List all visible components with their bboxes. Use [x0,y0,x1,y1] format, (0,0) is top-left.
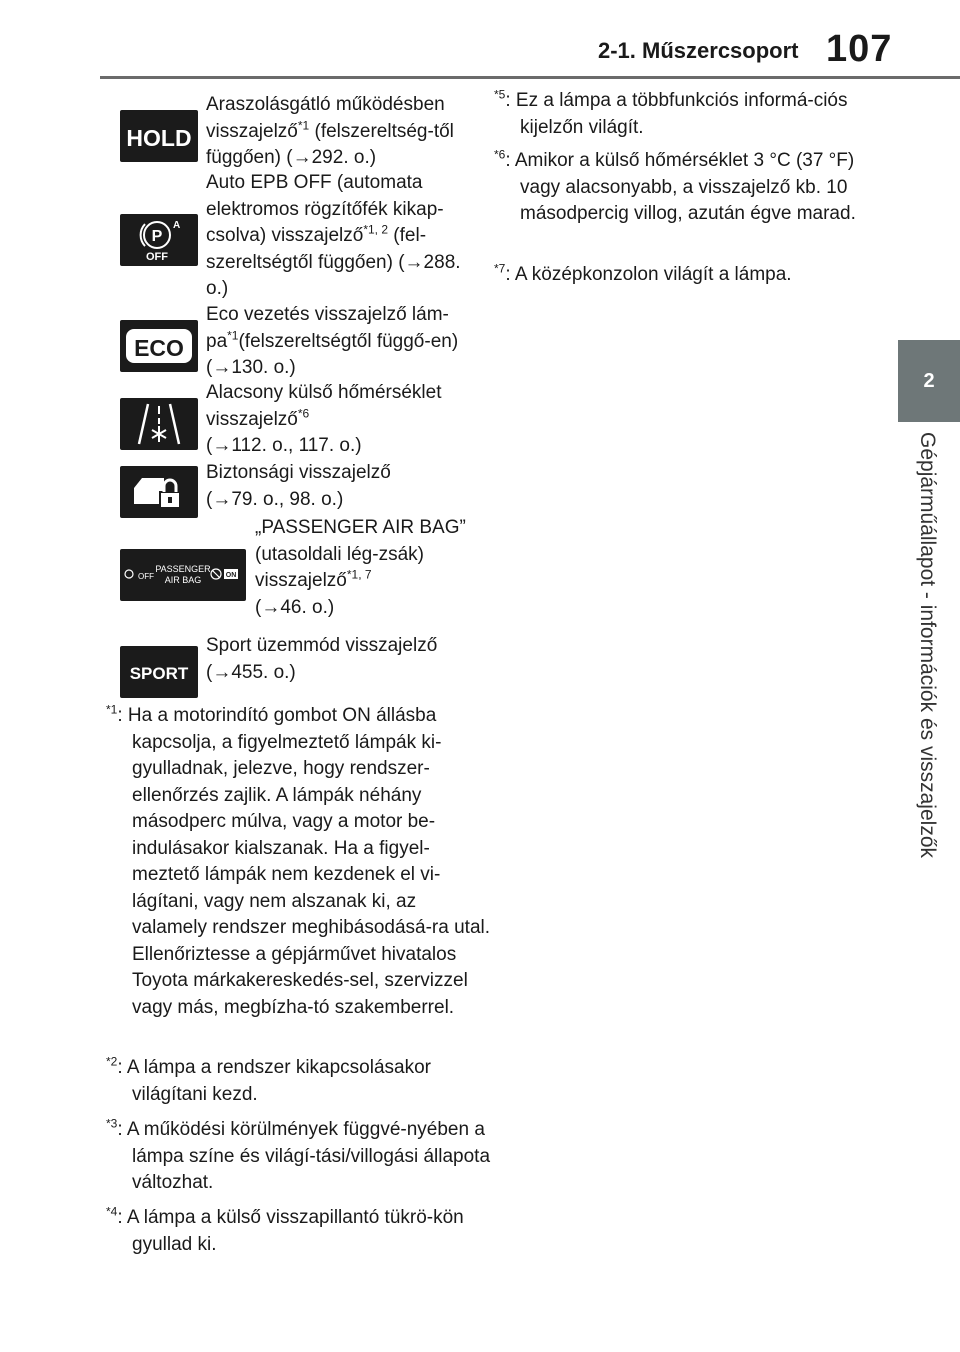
footnote-5: $^{*5}$: Ez a lámpa a többfunkciós informá-ciós kijelzőn világít. [494,87,848,138]
parking-brake-auto-off-icon [120,214,198,266]
page-number: 107 [826,28,893,70]
svg-text:ECO: ECO [134,335,184,361]
chapter-title: Gépjárműállapot - információk és visszajelzők [916,432,939,858]
svg-text:SPORT: SPORT [129,664,189,683]
item-text-epb-off: Auto EPB OFF (automata elektromos rögzítőfék kikap-csolva) visszajelző$^{*1, 2}$ (fel-szereltségtől függően) (→288. o.) [206,172,461,299]
footnote-2: $^{*2}$: A lámpa a rendszer kikapcsolásakor világítani kezd. [106,1054,432,1105]
svg-text:ON: ON [225,572,237,579]
low-temperature-icon [120,398,198,450]
security-lock-icon [120,466,198,518]
section-title: 2-1. Műszercsoport [598,38,799,63]
hold-icon [120,110,198,162]
svg-text:PASSENGER: PASSENGER [155,564,211,574]
hold-icon-text: HOLD [126,125,192,151]
chapter-tab: 2 [898,340,960,422]
footnote-1: $^{*1}$: Ha a motorindító gombot ON állásba kapcsolja, a figyelmeztető lámpák ki-gyulladnak, jelezve, hogy rendszer-ellenőrzés zajlik. A lámpák néhány másodperc múlva, vagy a motor be-indulásakor kialszanak. Ha a figyel-meztető lámpák nem kezdenek el vi-lágítani, vagy nem alszanak ki, az valamely rendszer meghibásodásá-ra utal. Ellenőriztesse a gépjárművet hivatalos Toyota márkakereskedés-sel, szervizzel vagy más, megbízha-tó szakemberrel. [106,702,491,1018]
footnote-6: $^{*6}$: Amikor a külső hőmérséklet 3 °C (37 °F) vagy alacsonyabb, a visszajelző kb. 10 másodpercig villog, azután égve marad. [494,147,856,224]
svg-text:OFF: OFF [146,251,168,263]
sport-icon [120,646,198,698]
item-text-security: Biztonsági visszajelző (→79. o., 98. o.) [206,462,391,510]
item-text-hold: Araszolásgátló működésben visszajelző$^{*1}$ (felszereltség-től függően) (→292. o.) [206,94,454,168]
svg-text:A: A [173,220,181,231]
header-rule [100,76,960,79]
item-text-sport: Sport üzemmód visszajelző (→455. o.) [206,635,438,683]
item-text-eco: Eco vezetés visszajelző lám-$pa^{*1}(felszereltségtől$ függő-en) (→130. o.) [206,304,459,378]
eco-icon [120,320,198,372]
passenger-airbag-icon [120,549,246,601]
chapter-title-vertical [899,432,955,862]
svg-text:AIR BAG: AIR BAG [164,575,202,585]
item-text-passenger-airbag: „PASSENGER AIR BAG” (utasoldali lég-zsák) visszajelző$^{*1, 7}$ (→46. o.) [255,517,466,618]
svg-text:OFF: OFF [138,572,154,581]
footnote-3: $^{*3}$: A működési körülmények függvé-nyében a lámpa színe és világí-tási/villogási állapota változhat. [106,1116,491,1193]
footnote-7: $^{*7}$: A középkonzolon világít a lámpa. [494,261,792,285]
footnote-4: $^{*4}$: A lámpa a külső visszapillantó tükrö-kön gyullad ki. [106,1204,464,1255]
svg-text:P: P [151,228,163,245]
item-text-low-temp: Alacsony külső hőmérséklet visszajelző$^{*6}$ (→112. o., 117. o.) [206,382,442,456]
